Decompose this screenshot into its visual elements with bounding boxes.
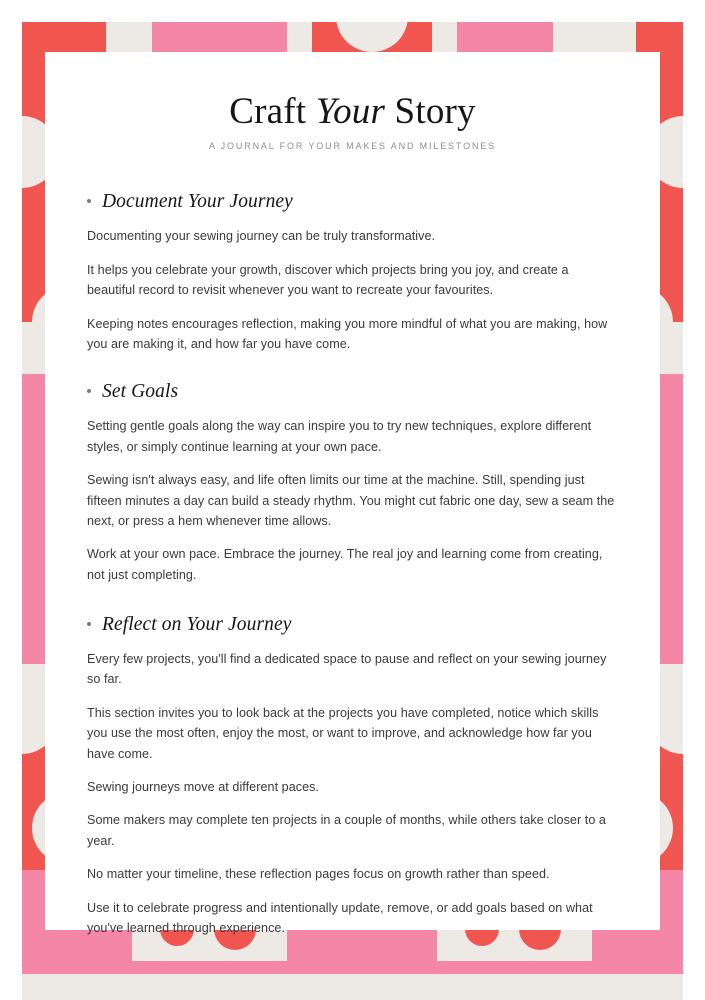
section-document-your-journey — [85, 191, 620, 354]
document-page — [45, 52, 660, 935]
section-body — [85, 649, 620, 938]
paragraph: Use it to celebrate progress and intentionally update, remove, or add goals based on what you've learned through experience. — [87, 900, 593, 935]
paragraph: Every few projects, you'll find a dedicated space to pause and reflect on your sewing journey so far. — [87, 652, 607, 687]
section-heading-row — [85, 191, 620, 213]
title-segment-2: Story — [385, 91, 476, 132]
paragraph: Some makers may complete ten projects in a couple of months, while others take closer to a year. — [87, 813, 606, 848]
section-body — [85, 226, 620, 354]
border-pink-block — [437, 961, 592, 974]
border-pink-block — [132, 961, 287, 974]
paragraph: No matter your timeline, these reflection pages focus on growth rather than speed. — [87, 867, 550, 882]
paragraph: Sewing journeys move at different paces. — [87, 780, 320, 795]
section-set-goals — [85, 381, 620, 585]
section-heading-row — [85, 381, 620, 403]
paragraph: Work at your own pace. Embrace the journey. The real joy and learning come from creating, not just completing. — [87, 547, 603, 582]
bullet-icon — [87, 199, 91, 203]
page-title — [85, 90, 620, 134]
section-heading-row — [85, 614, 620, 636]
section-reflect-on-your-journey — [85, 614, 620, 938]
paragraph: Documenting your sewing journey can be truly transformative. — [87, 229, 436, 244]
section-title: Set Goals — [102, 381, 179, 403]
section-title: Reflect on Your Journey — [102, 614, 292, 636]
page-subtitle: A JOURNAL FOR YOUR MAKES AND MILESTONES — [208, 141, 497, 152]
bullet-icon — [87, 389, 91, 393]
paragraph: Setting gentle goals along the way can inspire you to try new techniques, explore different styles, or simply continue learning at your own pace. — [87, 419, 592, 454]
document-header — [85, 90, 620, 151]
section-body — [85, 416, 620, 585]
title-emphasis: Your — [315, 91, 386, 132]
section-title: Document Your Journey — [102, 191, 293, 213]
title-segment-1: Craft — [229, 91, 316, 132]
paragraph: Sewing isn't always easy, and life often limits our time at the machine. Still, spending just fifteen minutes a day can build a steady rhythm. You might cut fabric one day, sew a seam the next, or press a hem whenever time allows. — [87, 473, 615, 528]
paragraph: This section invites you to look back at the projects you have completed, notice which skills you use the most often, enjoy the most, or want to improve, and acknowledge how far you have come. — [87, 705, 599, 761]
paragraph: Keeping notes encourages reflection, making you more mindful of what you are making, how you are making it, and how far you have come. — [87, 316, 608, 351]
paragraph: It helps you celebrate your growth, discover which projects bring you joy, and create a beautiful record to revisit whenever you want to recreate your favourites. — [87, 262, 569, 298]
bullet-icon — [87, 622, 91, 626]
